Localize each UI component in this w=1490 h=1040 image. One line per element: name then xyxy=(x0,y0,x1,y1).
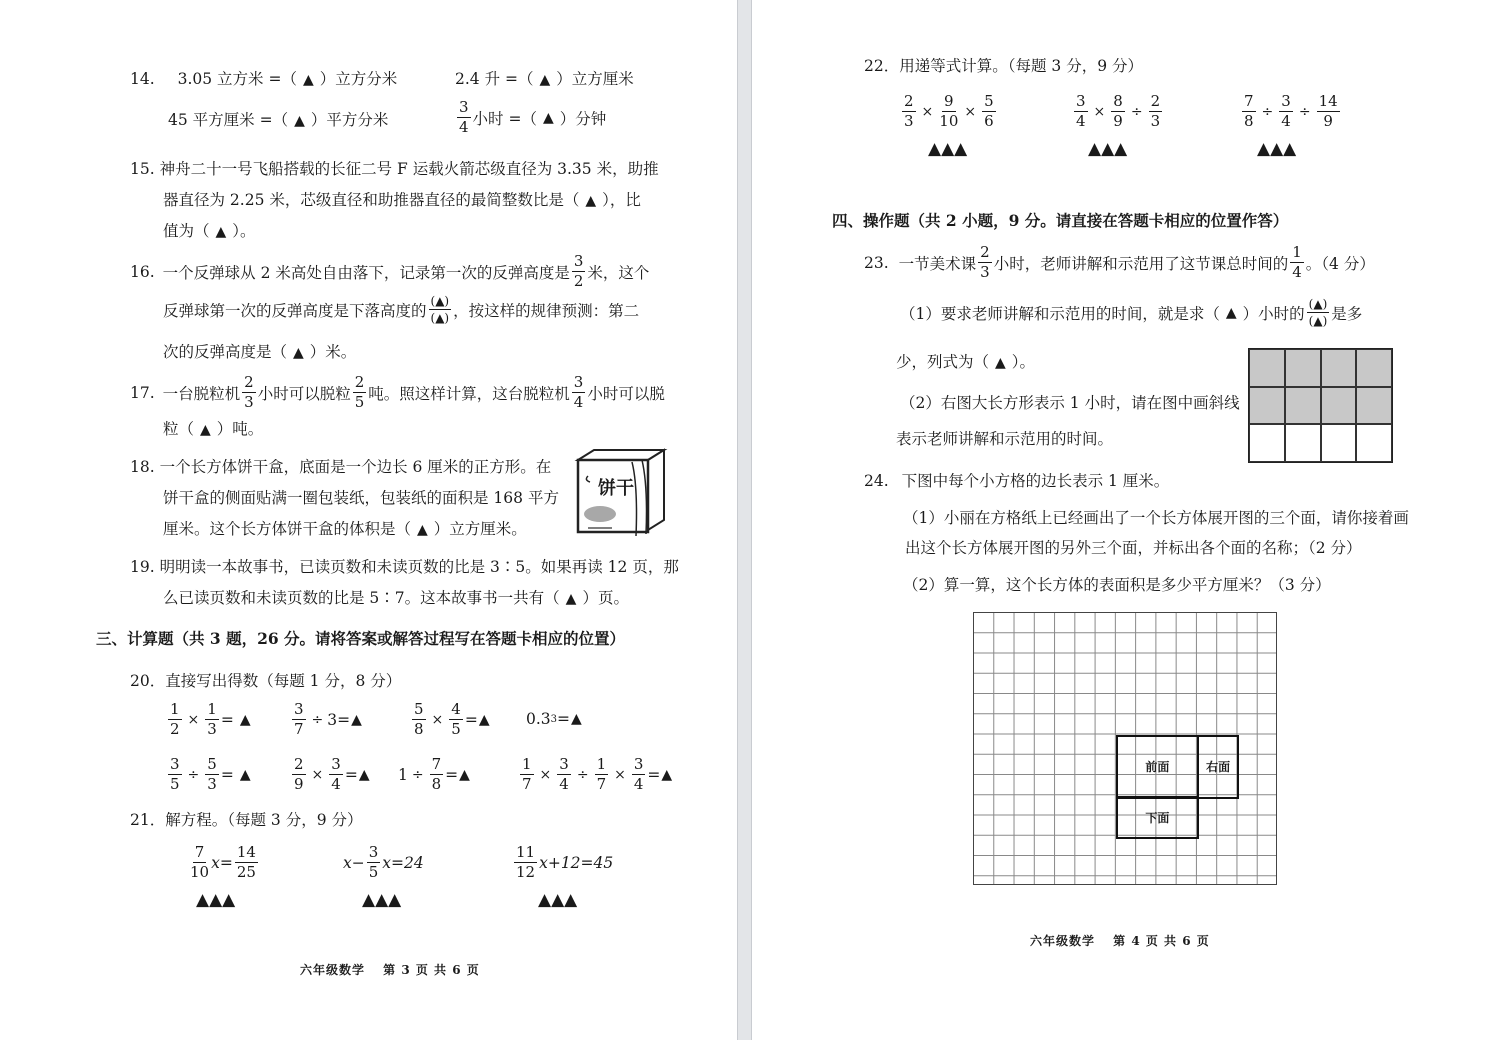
text: ）分钟 xyxy=(559,109,607,128)
fraction: $\frac{7}{8}$ xyxy=(1244,92,1254,130)
question-20-title: 20．直接写出得数（每题 1 分，8 分） xyxy=(130,672,402,690)
operator: × xyxy=(311,766,324,783)
question-23-sub1-line2 xyxy=(896,352,1035,373)
fraction: $\frac{3}{4}$ xyxy=(459,98,469,136)
text: 器直径为 2.25 米，芯级直径和助推器直径的最简整数比是（ xyxy=(163,191,580,209)
text: 厘米。这个长方体饼干盒的体积是（ xyxy=(163,520,412,538)
fraction: $\frac{11}{12}$ xyxy=(516,843,536,881)
equation-1 xyxy=(188,845,260,880)
grid-cell[interactable] xyxy=(1249,424,1285,462)
question-23-sub1 xyxy=(900,298,1362,327)
blank-mark: ▲ xyxy=(542,109,554,126)
blank-mark: ▲ xyxy=(239,766,251,783)
question-24-sub1-line2: 出这个长方体展开图的另外三个面，并标出各个面的名称；（2 分） xyxy=(905,539,1362,557)
blank-mark: ▲ xyxy=(585,193,597,209)
blank-mark: ▲ xyxy=(200,422,211,438)
fraction: $\frac{1}{7}$ xyxy=(596,755,607,793)
question-18-line3 xyxy=(163,519,527,540)
fraction: $\frac{2}{9}$ xyxy=(294,755,304,793)
operand: 3 xyxy=(327,710,338,729)
fraction: $\frac{3}{4}$ xyxy=(559,755,569,793)
grid-cell[interactable] xyxy=(1285,424,1321,462)
equals: = xyxy=(647,765,661,784)
calc-item-2 xyxy=(290,702,368,737)
operator: ÷ xyxy=(1261,103,1274,120)
text: 么已读页数和未读页数的比是 5∶7。这本故事书一共有（ xyxy=(163,589,560,607)
operator: × xyxy=(1093,103,1106,120)
fraction: $\frac{5}{3}$ xyxy=(207,755,217,793)
question-23-sub2-line2: 表示老师讲解和示范用的时间。 xyxy=(896,430,1114,448)
blank-mark: ▲ xyxy=(215,224,227,240)
text: 小时 =（ xyxy=(472,109,537,128)
text: ）立方厘米 xyxy=(556,70,634,88)
text: ）。 xyxy=(1011,353,1036,371)
face-front xyxy=(1116,735,1199,799)
face-label: 右面 xyxy=(1206,760,1231,774)
fraction: $\frac{7}{8}$ xyxy=(431,755,442,793)
equation-text: x=24 xyxy=(382,853,424,872)
text: 饼干盒的侧面贴满一圈包装纸，包装纸的面积是 168 平方 xyxy=(163,489,559,507)
fraction: $\frac{2}{3}$ xyxy=(244,373,254,411)
operator: ÷ xyxy=(576,766,589,783)
question-22-title: 22．用递等式计算。（每题 3 分，9 分） xyxy=(864,57,1143,75)
question-14-d xyxy=(455,100,606,135)
blank-mark: ▲ xyxy=(302,72,314,88)
text: ）吨。 xyxy=(216,420,264,438)
question-14-b xyxy=(455,69,634,90)
text: 吨。照这样计算，这台脱粒机 xyxy=(368,384,570,403)
blank-mark: ▲ xyxy=(351,711,362,728)
text: ）。 xyxy=(232,222,256,240)
fraction: $\frac{8}{9}$ xyxy=(1113,92,1123,130)
blank-mark: ▲ xyxy=(565,591,577,607)
page-footer: 六年级数学 第 3 页 共 6 页 xyxy=(300,963,480,977)
question-18-line1 xyxy=(130,457,551,477)
question-21-title: 21．解方程。（每题 3 分，9 分） xyxy=(130,811,363,829)
text: （1）要求老师讲解和示范用的时间，就是求（ xyxy=(900,304,1220,323)
text: 下图中每个小方格的边长表示 1 厘米。 xyxy=(901,472,1170,490)
question-14-c xyxy=(168,110,388,131)
question-15-line2 xyxy=(163,190,641,211)
calc-item-6 xyxy=(290,757,376,792)
text: 明明读一本故事书，已读页数和未读页数的比是 3∶5。如果再读 12 页，那 xyxy=(159,558,679,576)
operator: × xyxy=(539,766,552,783)
grid-cell-shaded[interactable] xyxy=(1321,387,1357,425)
equation-3 xyxy=(512,845,613,880)
operator: × xyxy=(921,103,934,120)
operand: 1 xyxy=(398,765,408,784)
grid-cell-shaded[interactable] xyxy=(1321,349,1357,387)
fraction: $\frac{3}{4}$ xyxy=(573,373,584,411)
calc-item-4 xyxy=(526,710,588,728)
text: 值为（ xyxy=(163,222,210,240)
grid-cell-shaded[interactable] xyxy=(1356,387,1392,425)
operator: × xyxy=(187,711,200,728)
text: 一节美术课 xyxy=(898,254,977,273)
section-3-heading: 三、计算题（共 3 题，26 分。请将答案或解答过程写在答题卡相应的位置） xyxy=(96,629,626,648)
blank-mark: ▲ xyxy=(459,766,470,783)
equals: = xyxy=(557,710,571,728)
fraction: $\frac{4}{5}$ xyxy=(451,700,461,738)
blank-fraction: $\frac{(▲)}{(▲)}$ xyxy=(430,294,450,325)
biscuit-box-illustration xyxy=(574,446,668,538)
text: 次的反弹高度是（ xyxy=(163,343,288,361)
text: 一台脱粒机 xyxy=(162,384,241,403)
text: 小时可以脱 xyxy=(587,384,665,403)
text: 一个长方体饼干盒，底面是一个边长 6 厘米的正方形。在 xyxy=(159,458,552,476)
text: ）页。 xyxy=(582,589,629,607)
operator: ÷ xyxy=(1130,103,1143,120)
answer-marks: ▲▲▲ xyxy=(538,890,578,910)
calc-item-1 xyxy=(166,702,257,737)
operator: × xyxy=(964,103,977,120)
fraction: $\frac{2}{3}$ xyxy=(904,92,914,130)
calc-item-5 xyxy=(166,757,257,792)
text: ），比 xyxy=(602,191,641,209)
blank-mark: ▲ xyxy=(358,766,370,783)
page-gutter xyxy=(737,0,752,1040)
fraction: $\frac{3}{4}$ xyxy=(1076,92,1086,130)
blank-mark: ▲ xyxy=(294,113,305,129)
expression-3 xyxy=(1240,94,1342,129)
question-16-line3 xyxy=(163,342,356,363)
question-number: 17. xyxy=(130,383,155,402)
face-bottom xyxy=(1116,796,1199,839)
text: 是多 xyxy=(1331,304,1363,323)
grid-cell-shaded[interactable] xyxy=(1285,387,1321,425)
question-23-sub2-line1: （2）右图大长方形表示 1 小时，请在图中画斜线 xyxy=(900,394,1240,412)
equation-text: x− xyxy=(343,853,365,872)
equals: = xyxy=(464,710,478,729)
fraction: $\frac{2}{3}$ xyxy=(980,243,990,281)
question-number: 24. xyxy=(864,472,889,490)
question-number: 16. xyxy=(130,262,155,281)
text: 少，列式为（ xyxy=(896,353,990,371)
equation-text: x= xyxy=(211,853,233,872)
question-16-line1 xyxy=(130,254,649,289)
answer-marks: ▲▲▲ xyxy=(928,139,968,159)
text: 小时可以脱粒 xyxy=(257,384,351,403)
fraction: $\frac{1}{4}$ xyxy=(1292,243,1302,281)
box-label: 饼干 xyxy=(598,478,634,499)
question-24-sub1-line1: （1）小丽在方格纸上已经画出了一个长方体展开图的三个面，请你接着画 xyxy=(903,509,1409,527)
text: ）立方厘米。 xyxy=(433,520,527,538)
face-label: 下面 xyxy=(1145,811,1170,825)
text: ，按这样的规律预测：第二 xyxy=(453,301,640,320)
equation-2 xyxy=(343,845,424,880)
fraction: $\frac{1}{7}$ xyxy=(522,755,532,793)
operator: × xyxy=(614,766,626,783)
text: 45 平方厘米 =（ xyxy=(168,111,289,129)
text: ）米。 xyxy=(309,343,357,361)
blank-fraction: $\frac{(▲)}{(▲)}$ xyxy=(1308,297,1328,328)
text: 。（4 分） xyxy=(1305,254,1375,273)
question-16-line2 xyxy=(163,295,639,324)
fraction: $\frac{14}{25}$ xyxy=(236,843,256,881)
calc-item-8 xyxy=(518,757,678,792)
text: ）平方分米 xyxy=(310,111,389,129)
fraction: $\frac{2}{5}$ xyxy=(354,373,365,411)
operator: ÷ xyxy=(1298,103,1311,120)
operator: ÷ xyxy=(187,766,200,783)
text: ）立方分米 xyxy=(319,70,398,88)
blank-mark: ▲ xyxy=(661,766,673,783)
text: 反弹球第一次的反弹高度是下落高度的 xyxy=(163,301,427,320)
answer-marks: ▲▲▲ xyxy=(1088,139,1128,159)
exam-page-3 xyxy=(0,0,737,1040)
question-18-line2 xyxy=(163,488,559,508)
fraction: $\frac{3}{5}$ xyxy=(368,843,379,881)
square-grid-paper[interactable] xyxy=(973,612,1277,885)
operator: × xyxy=(431,711,444,728)
blank-mark: ▲ xyxy=(293,345,304,361)
question-17-line1 xyxy=(130,375,665,410)
one-hour-rectangle-grid[interactable] xyxy=(1248,348,1393,463)
question-19-line2 xyxy=(163,588,629,609)
text: ）小时的 xyxy=(1242,304,1305,323)
blank-mark: ▲ xyxy=(417,522,428,538)
grid-cell[interactable] xyxy=(1321,424,1357,462)
fraction: $\frac{1}{3}$ xyxy=(207,700,217,738)
equals: = xyxy=(445,765,459,784)
equals: = xyxy=(344,765,358,784)
page-footer: 六年级数学 第 4 页 共 6 页 xyxy=(1030,934,1210,948)
question-number: 19. xyxy=(130,558,155,576)
answer-marks: ▲▲▲ xyxy=(196,890,236,910)
blank-mark: ▲ xyxy=(571,711,582,727)
fraction: $\frac{3}{5}$ xyxy=(170,755,180,793)
question-number: 15. xyxy=(130,160,155,178)
text: 2.4 升 =（ xyxy=(455,70,534,88)
grid-cell-shaded[interactable] xyxy=(1285,349,1321,387)
grid-cell-shaded[interactable] xyxy=(1356,349,1392,387)
equals: = xyxy=(220,710,234,729)
section-4-heading: 四、操作题（共 2 小题，9 分。请直接在答题卡相应的位置作答） xyxy=(832,211,1289,230)
fraction: $\frac{5}{8}$ xyxy=(414,700,424,738)
grid-cell-shaded[interactable] xyxy=(1249,349,1285,387)
question-19-line1 xyxy=(130,557,679,577)
blank-mark: ▲ xyxy=(995,355,1006,371)
fraction: $\frac{3}{4}$ xyxy=(331,755,341,793)
equals: = xyxy=(337,710,351,729)
equals: = xyxy=(220,765,234,784)
text: 米，这个 xyxy=(587,263,650,282)
fraction: $\frac{9}{10}$ xyxy=(939,92,959,130)
text: 粒（ xyxy=(163,420,195,438)
fraction: $\frac{5}{6}$ xyxy=(984,92,994,130)
question-15-line1 xyxy=(130,159,659,179)
grid-cell-shaded[interactable] xyxy=(1249,387,1285,425)
question-15-line3 xyxy=(163,221,256,242)
fraction: $\frac{3}{2}$ xyxy=(573,252,584,290)
text: 神舟二十一号飞船搭载的长征二号 F 运载火箭芯级直径为 3.35 米，助推 xyxy=(159,160,659,178)
question-17-line2 xyxy=(163,419,263,440)
question-24-line1 xyxy=(864,471,1169,491)
expression-1 xyxy=(900,94,998,129)
operator: ÷ xyxy=(311,711,324,728)
text: 3.05 立方米 =（ xyxy=(177,70,297,88)
operator: ÷ xyxy=(411,766,424,783)
fraction: $\frac{14}{9}$ xyxy=(1318,92,1338,130)
fraction: $\frac{2}{3}$ xyxy=(1150,92,1161,130)
grid-cell[interactable] xyxy=(1356,424,1392,462)
fraction: $\frac{7}{10}$ xyxy=(190,843,210,881)
text: 小时，老师讲解和示范用了这节课总时间的 xyxy=(993,254,1289,273)
question-number: 18. xyxy=(130,458,155,476)
question-number: 23. xyxy=(864,253,889,272)
question-number: 14. xyxy=(130,70,155,88)
text: 一个反弹球从 2 米高处自由落下，记录第一次的反弹高度是 xyxy=(162,263,570,282)
face-label: 前面 xyxy=(1145,760,1170,774)
calc-item-7 xyxy=(398,757,476,792)
blank-mark: ▲ xyxy=(478,711,490,728)
blank-mark: ▲ xyxy=(239,711,251,728)
blank-mark: ▲ xyxy=(539,72,551,88)
answer-marks: ▲▲▲ xyxy=(362,890,402,910)
fraction: $\frac{1}{2}$ xyxy=(170,700,180,738)
fraction: $\frac{3}{4}$ xyxy=(633,755,644,793)
answer-marks: ▲▲▲ xyxy=(1257,139,1297,159)
fraction: $\frac{3}{4}$ xyxy=(1281,92,1291,130)
exponent: 3 xyxy=(550,713,558,725)
face-right xyxy=(1197,735,1240,799)
question-24-sub2: （2）算一算，这个长方体的表面积是多少平方厘米？（3 分） xyxy=(903,576,1331,594)
operand: 0.3 xyxy=(526,710,551,728)
calc-item-3 xyxy=(410,702,496,737)
fraction: $\frac{3}{7}$ xyxy=(294,700,304,738)
question-23-line1 xyxy=(864,245,1375,280)
blank-mark: ▲ xyxy=(1225,304,1237,321)
expression-2 xyxy=(1072,94,1164,129)
question-14-row1 xyxy=(130,69,397,90)
equation-text: x+12=45 xyxy=(539,853,614,872)
